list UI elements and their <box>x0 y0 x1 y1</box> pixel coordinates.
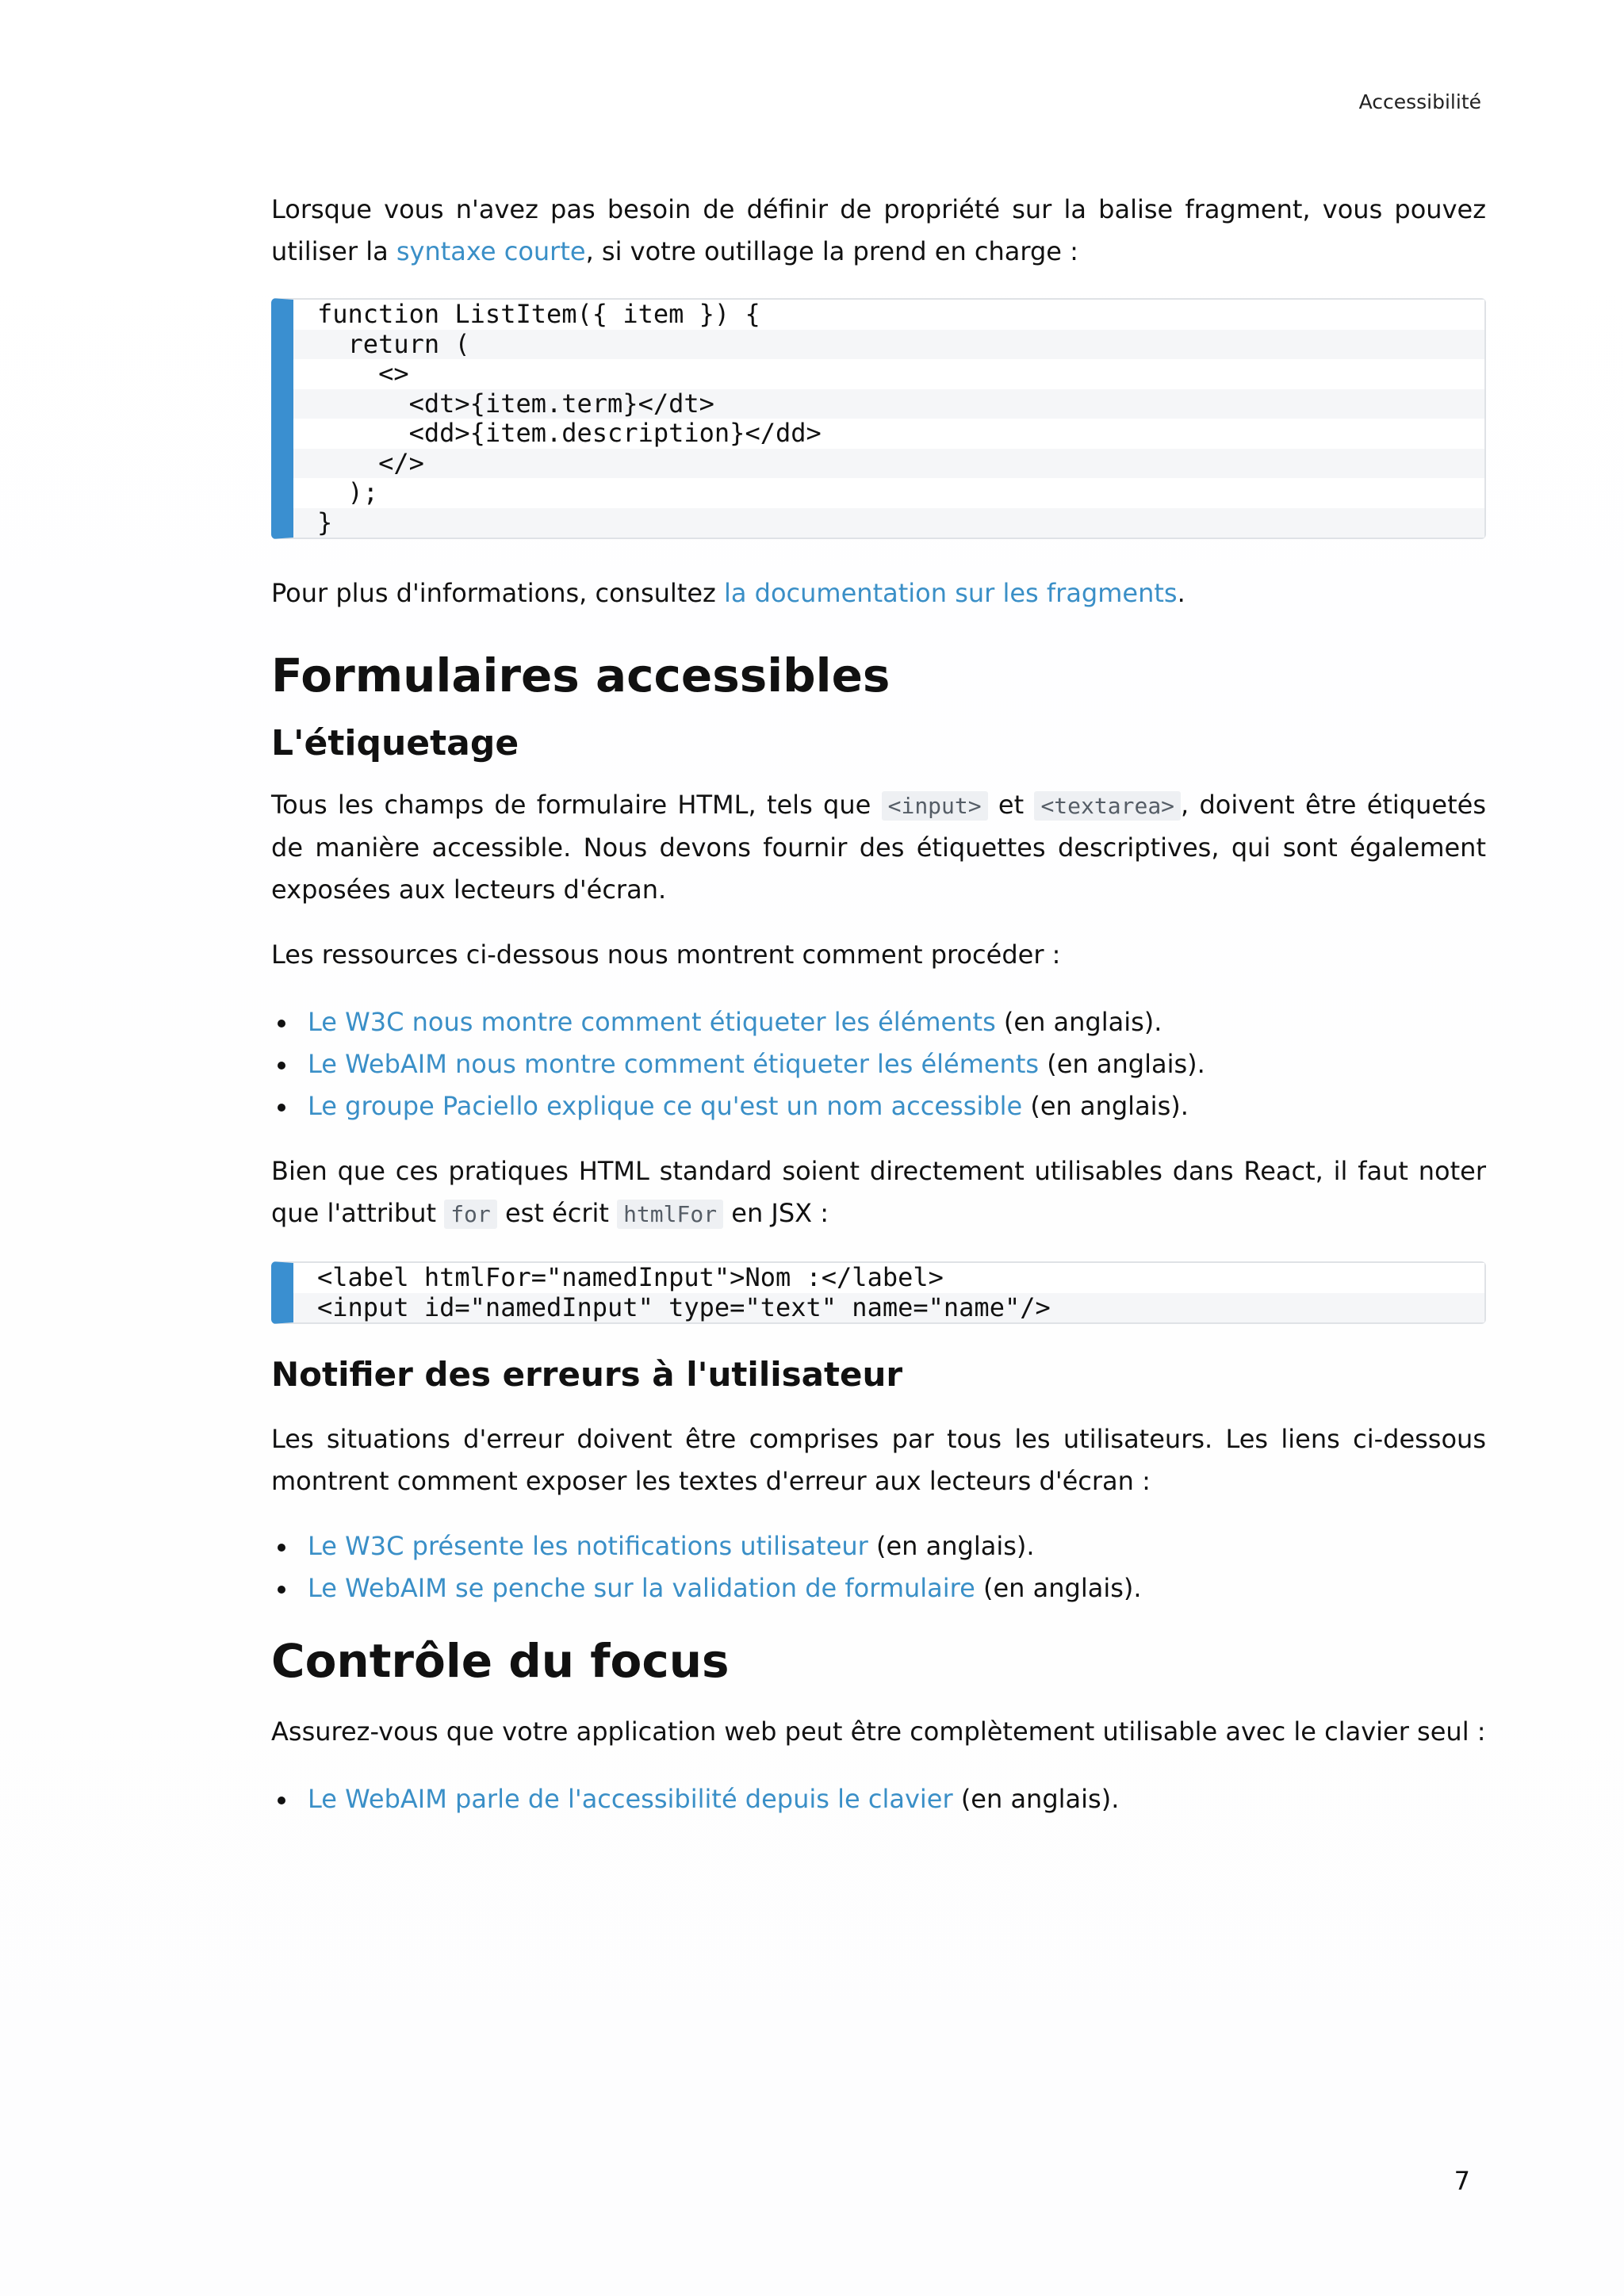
short-syntax-link[interactable]: syntaxe courte <box>396 236 586 266</box>
intro-paragraph <box>271 189 1486 273</box>
code-line: function ListItem({ item }) { <box>293 300 1484 330</box>
w3c-notifications-link[interactable]: Le W3C présente les notifications utilisateur <box>308 1531 868 1561</box>
labeling-paragraph <box>271 784 1486 911</box>
list-item <box>271 1525 1486 1567</box>
more-info-paragraph <box>271 572 1486 614</box>
w3c-labels-link[interactable]: Le W3C nous montre comment étiqueter les éléments <box>308 1007 996 1037</box>
labeling-text: Tous les champs de formulaire HTML, tels que <box>271 790 882 820</box>
htmlfor-text: est écrit <box>496 1198 618 1228</box>
htmlfor-text: Bien que ces pratiques HTML standard soient directement utilisables dans React, il faut noter que l'attribut <box>271 1156 1486 1228</box>
list-item-suffix: (en anglais). <box>952 1784 1120 1814</box>
list-item <box>271 1001 1486 1043</box>
list-item-suffix: (en anglais). <box>975 1573 1142 1603</box>
focus-paragraph: Assurez-vous que votre application web peut être complètement utilisable avec le clavier seul : <box>271 1716 1486 1747</box>
list-item-suffix: (en anglais). <box>995 1007 1162 1037</box>
running-header: Accessibilité <box>1358 90 1481 113</box>
section-title-accessible-forms: Formulaires accessibles <box>271 649 891 702</box>
webaim-validation-link[interactable]: Le WebAIM se penche sur la validation de formulaire <box>308 1573 975 1603</box>
labeling-text: , doivent être étiquetés de manière accessible. Nous devons fournir des étiquettes descriptives, qui sont également exposées aux lecteurs d'écran. <box>271 790 1487 905</box>
page-number: 7 <box>1454 2166 1470 2196</box>
errors-paragraph: Les situations d'erreur doivent être comprises par tous les utilisateurs. Les liens ci-dessous montrent comment exposer les textes d'erreur aux lecteurs d'écran : <box>271 1424 1486 1496</box>
labeling-resources-list <box>271 1001 1486 1127</box>
webaim-keyboard-link[interactable]: Le WebAIM parle de l'accessibilité depuis le clavier <box>308 1784 953 1814</box>
code-line: </> <box>293 449 1484 479</box>
section-title-focus-control: Contrôle du focus <box>271 1634 730 1688</box>
inline-code-input: <input> <box>882 791 988 821</box>
more-info-end: . <box>1177 578 1185 608</box>
code-block-label <box>271 1261 1486 1324</box>
inline-code-htmlfor: htmlFor <box>617 1200 723 1229</box>
resources-paragraph: Les ressources ci-dessous nous montrent comment procéder : <box>271 939 1061 970</box>
code-line: <dd>{item.description}</dd> <box>293 419 1484 449</box>
list-item <box>271 1085 1486 1127</box>
code-line: <> <box>293 359 1484 389</box>
intro-text: Lorsque vous n'avez pas besoin de définir de propriété sur la balise fragment, vous pouvez utiliser la <box>271 194 1486 266</box>
list-item-suffix: (en anglais). <box>1022 1091 1189 1121</box>
more-info-text: Pour plus d'informations, consultez <box>271 578 724 608</box>
fragments-doc-link[interactable]: la documentation sur les fragments <box>723 578 1178 608</box>
code-line: <input id="namedInput" type="text" name="name"/> <box>293 1293 1484 1323</box>
list-item-suffix: (en anglais). <box>1039 1049 1205 1079</box>
focus-resources-list <box>271 1778 1486 1820</box>
code-block-fragment <box>271 298 1486 539</box>
subsection-title-labeling: L'étiquetage <box>271 723 519 763</box>
inline-code-for: for <box>444 1200 497 1229</box>
errors-resources-list <box>271 1525 1486 1609</box>
list-item-suffix: (en anglais). <box>868 1531 1035 1561</box>
code-line: ); <box>293 478 1484 508</box>
intro-text-end: , si votre outillage la prend en charge : <box>585 236 1078 266</box>
paciello-link[interactable]: Le groupe Paciello explique ce qu'est un nom accessible <box>308 1091 1023 1121</box>
content <box>271 189 1486 1820</box>
webaim-labels-link[interactable]: Le WebAIM nous montre comment étiqueter les éléments <box>308 1049 1040 1079</box>
code-line: <dt>{item.term}</dt> <box>293 389 1484 419</box>
code-line: return ( <box>293 330 1484 360</box>
list-item <box>271 1778 1486 1820</box>
htmlfor-text: en JSX : <box>723 1198 829 1228</box>
code-line: } <box>293 508 1484 538</box>
code-line: <label htmlFor="namedInput">Nom :</label> <box>293 1263 1484 1293</box>
htmlfor-paragraph <box>271 1150 1486 1235</box>
labeling-text: et <box>987 790 1035 820</box>
inline-code-textarea: <textarea> <box>1034 791 1181 821</box>
subsection-title-errors: Notifier des erreurs à l'utilisateur <box>271 1355 903 1394</box>
list-item <box>271 1043 1486 1085</box>
list-item <box>271 1567 1486 1609</box>
